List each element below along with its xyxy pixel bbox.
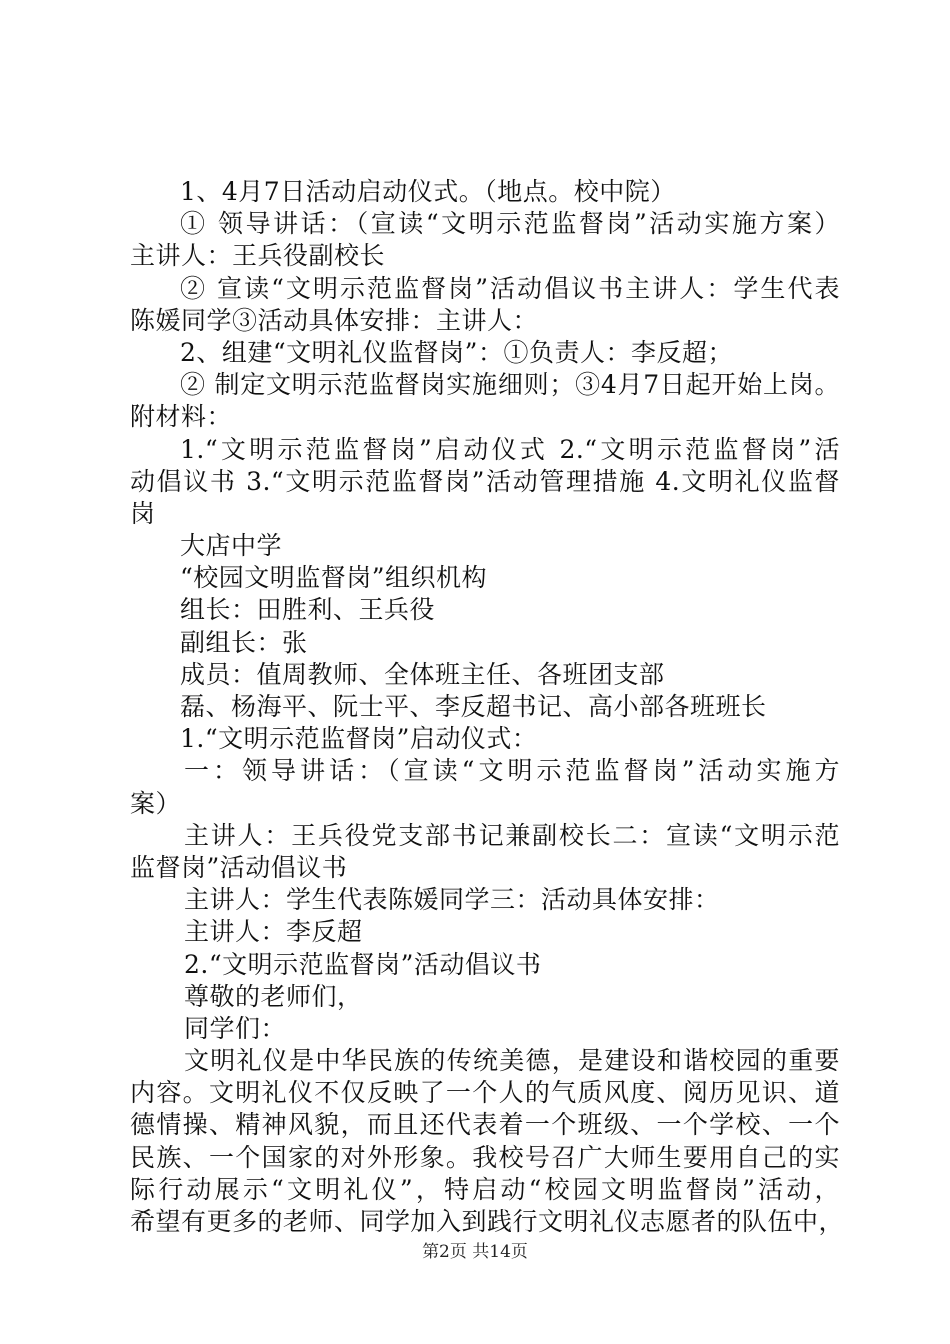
text-line: 民族、一个国家的对外形象。我校号召广大师生要用自己的实 — [130, 1142, 840, 1172]
document-body — [130, 176, 845, 1238]
text-line: 1.“文明示范监督岗”启动仪式 2.“文明示范监督岗”活 — [180, 434, 840, 464]
text-line: 陈媛同学③活动具体安排：主讲人： — [130, 305, 539, 335]
text-line: 磊、杨海平、阮士平、李反超书记、高小部各班班长 — [180, 692, 767, 721]
text-line: 1.“文明示范监督岗”启动仪式： — [180, 724, 538, 754]
text-line: 文明礼仪是中华民族的传统美德，是建设和谐校园的重要 — [184, 1046, 840, 1076]
text-line: 一：领导讲话：（宣读“文明示范监督岗”活动实施方 — [184, 756, 840, 786]
text-line: 大店中学 — [180, 531, 283, 561]
text-line: 岗 — [130, 498, 156, 528]
text-line: 尊敬的老师们， — [184, 981, 363, 1011]
text-line: 德情操、精神风貌，而且还代表着一个班级、一个学校、一个 — [130, 1110, 840, 1140]
text-line: 案） — [130, 788, 182, 818]
text-line: 希望有更多的老师、同学加入到践行文明礼仪志愿者的队伍中， — [130, 1207, 845, 1236]
text-line: 监督岗”活动倡议书 — [130, 852, 348, 882]
text-line: 主讲人：王兵役党支部书记兼副校长二：宣读“文明示范 — [184, 820, 840, 850]
text-line: ② 宣读“文明示范监督岗”活动倡议书主讲人：学生代表 — [180, 273, 840, 303]
text-line: 1、4月7日活动启动仪式。（地点。校中院） — [180, 177, 676, 206]
text-line: 主讲人：学生代表陈媛同学三：活动具体安排： — [184, 885, 720, 915]
text-line: 际行动展示“文明礼仪”，特启动“校园文明监督岗”活动， — [130, 1174, 840, 1204]
text-line: 内容。文明礼仪不仅反映了一个人的气质风度、阅历见识、道 — [130, 1078, 840, 1108]
text-line: 2.“文明示范监督岗”活动倡议书 — [184, 949, 542, 979]
page-number-footer: 第2页 共14页 — [422, 1242, 528, 1262]
text-line: 副组长：张 — [180, 627, 308, 657]
text-line: 动倡议书 3.“文明示范监督岗”活动管理措施 4.文明礼仪监督 — [130, 466, 840, 496]
text-line: ② 制定文明示范监督岗实施细则；③4月7日起开始上岗。 — [180, 370, 840, 400]
text-line: 主讲人：王兵役副校长 — [130, 241, 386, 271]
text-line: 成员：值周教师、全体班主任、各班团支部 — [180, 659, 665, 689]
text-line: 主讲人：李反超 — [184, 917, 363, 947]
text-line: 组长：田胜利、王兵役 — [180, 595, 436, 625]
text-line: ① 领导讲话：（宣读“文明示范监督岗”活动实施方案） — [180, 209, 840, 239]
text-line: 同学们： — [184, 1013, 287, 1043]
text-line: 2、组建“文明礼仪监督岗”：①负责人：李反超； — [180, 337, 733, 367]
text-line: 附材料： — [130, 402, 233, 432]
text-line: “校园文明监督岗”组织机构 — [180, 563, 488, 593]
